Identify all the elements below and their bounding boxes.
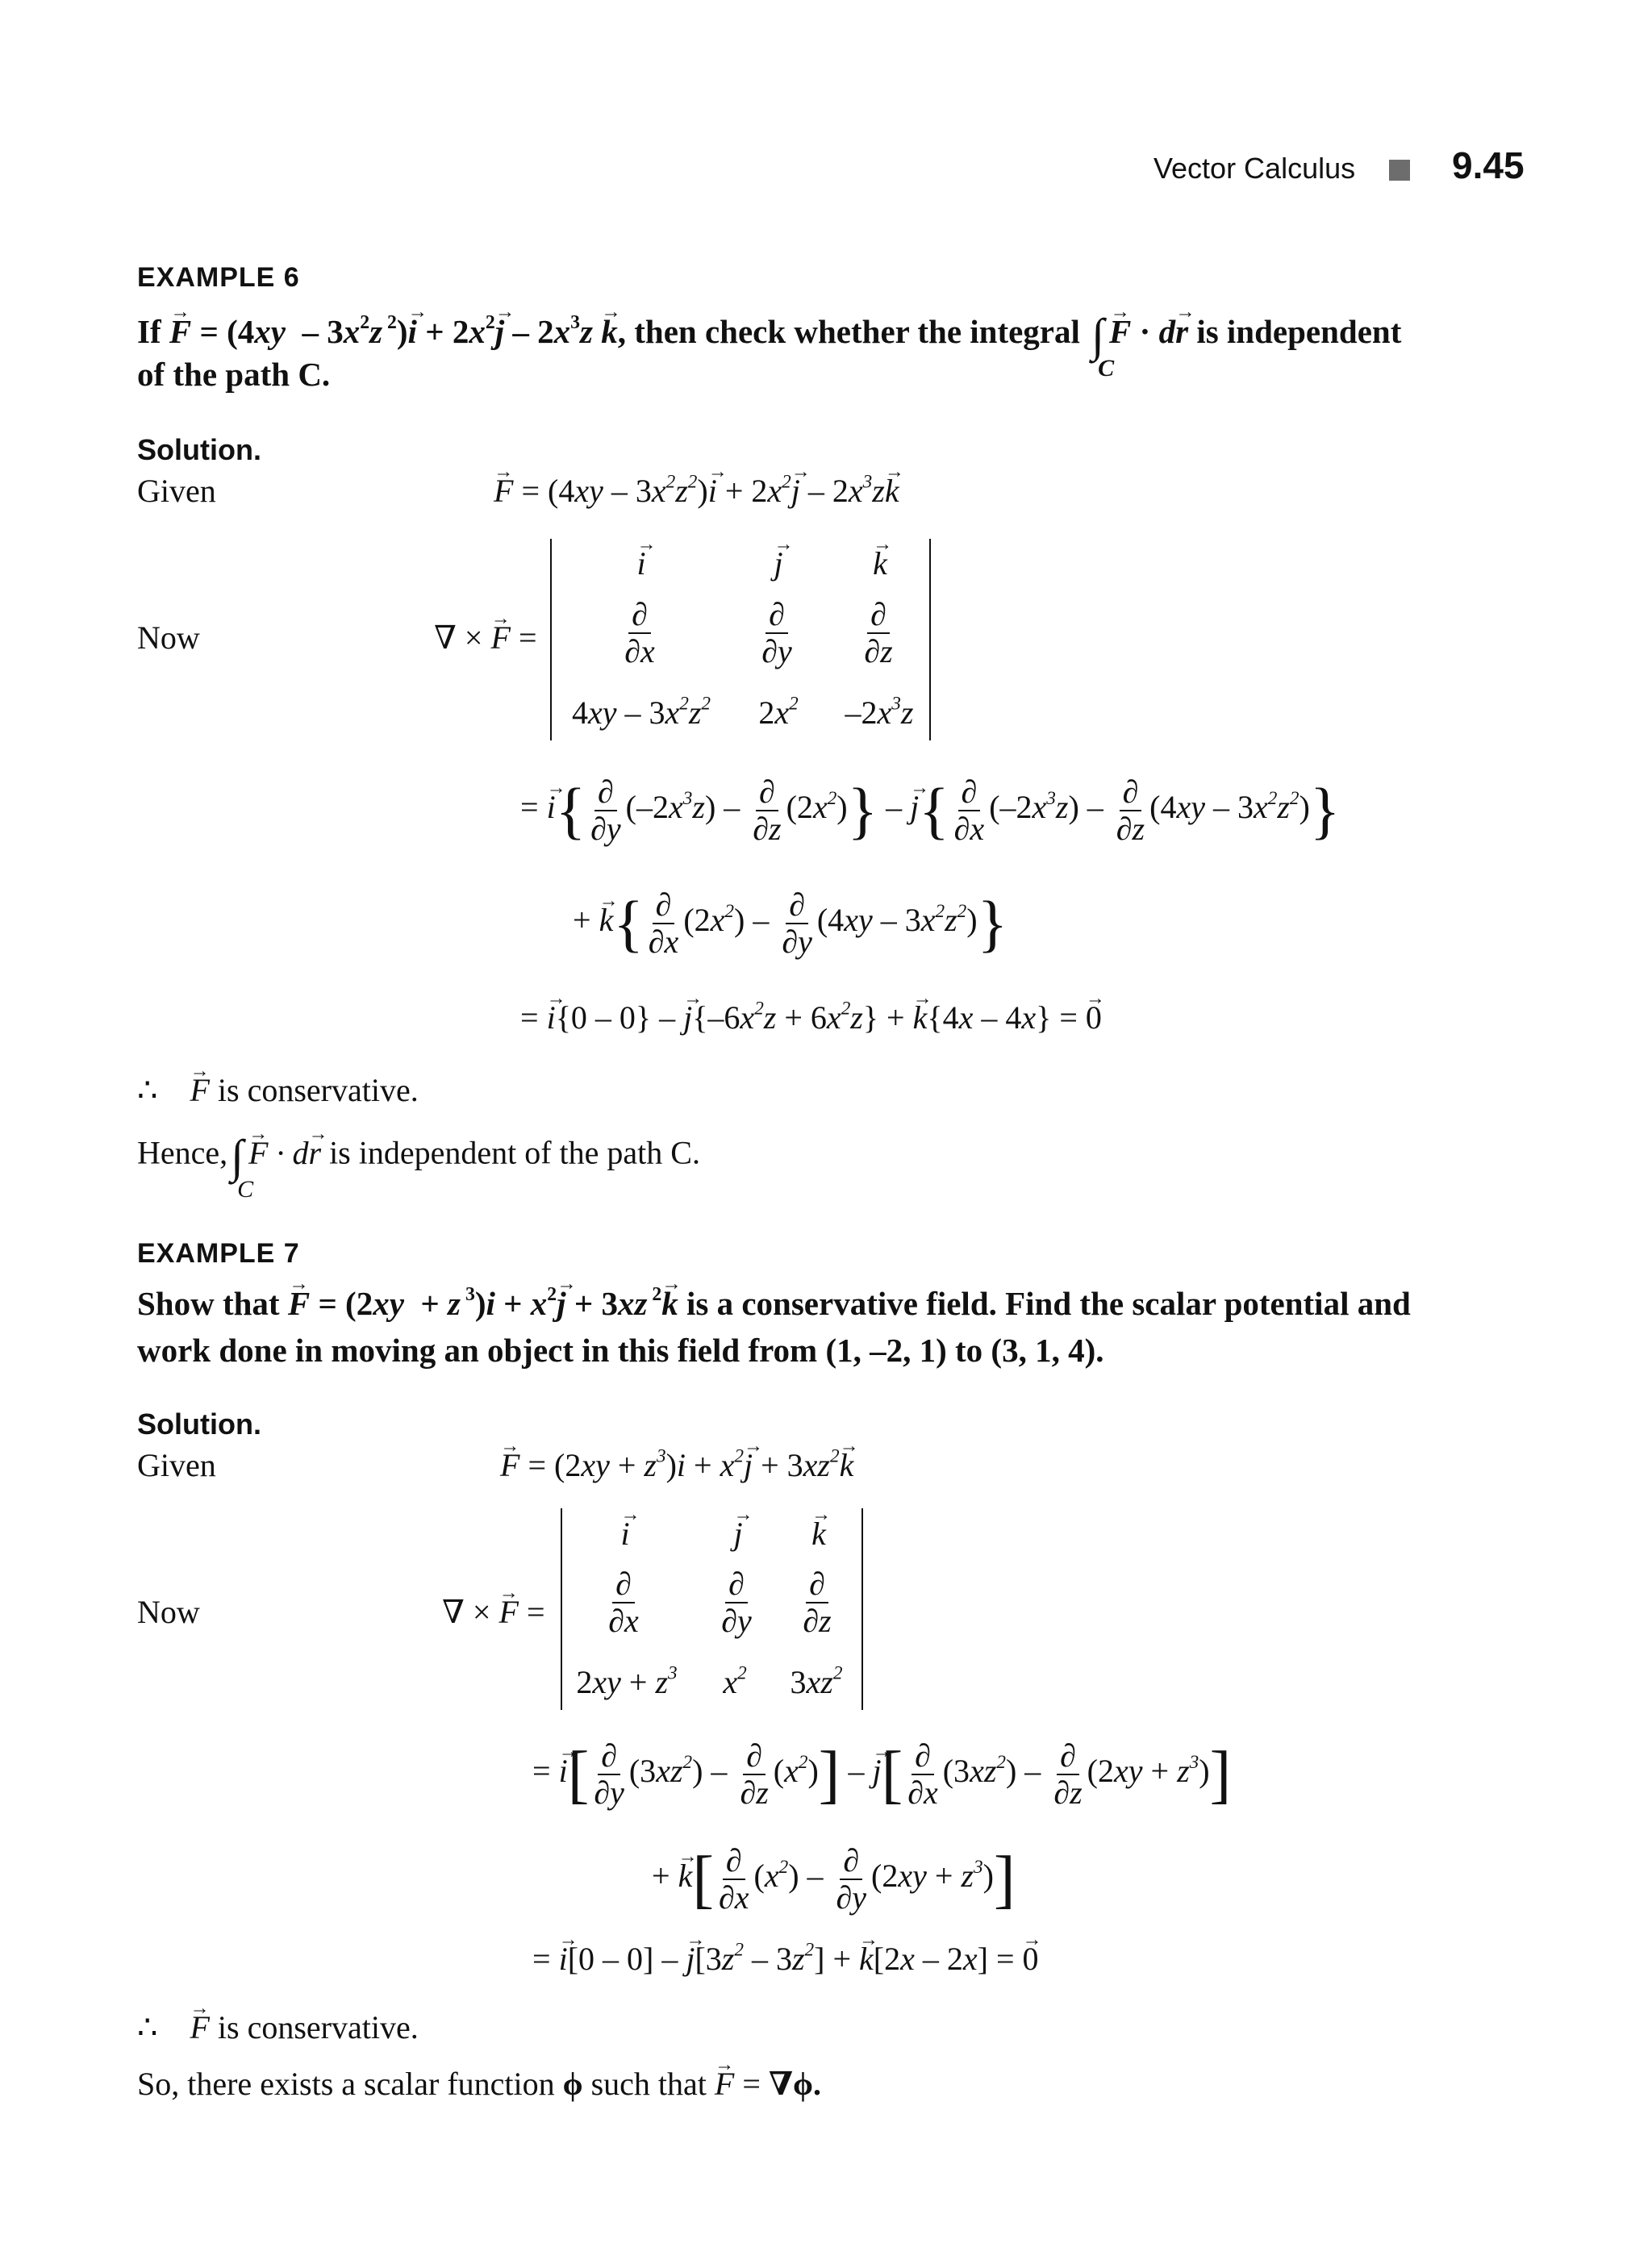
example-7-given-label: Given — [137, 1447, 216, 1483]
example-6-curl-expansion-line1: = → i{ $\frac{\partial}{\partial y}$ $(-2x^3z)$ – $\frac{\partial}{\partial z}$ $(2x^2)$} – → j{ $\frac{\partial}{\partial x}$ $(-2x^3z)$ – $\frac{\partial}{\partial z}$ $(4xy - 3x^2z^2)$} — [520, 774, 1340, 847]
integral-symbol: ∫ C — [1091, 309, 1115, 382]
running-head-title: Vector Calculus — [1153, 152, 1356, 185]
example-7-statement-line2: work done in moving an object in this field from (1, –2, 1) to (3, 1, 4). — [137, 1332, 1104, 1369]
det-d-dz: $\frac{\partial}{\partial z}$ — [864, 596, 893, 669]
statement-field-formula: → $F = (4xy - 3x^2z$ $^2)\to i + 2x^2\to j - 2x^3z \to k$ — [169, 313, 618, 350]
example-7-scalar-function: So, there exists a scalar function ϕ such that → F = ∇ϕ. — [137, 2065, 821, 2103]
determinant-left-bar — [550, 539, 552, 740]
header-square-icon — [1389, 160, 1410, 181]
example-7-now-label: Now — [137, 1594, 200, 1630]
det2-j: → j — [710, 1515, 766, 1553]
conclusion-text: is conservative. — [217, 1072, 419, 1108]
example-6-statement-line2: of the path C. — [137, 356, 331, 393]
example-7-curl-lhs: ∇ × → F = — [442, 1593, 545, 1631]
example-7-conclusion: ∴ → F is conservative. — [137, 2008, 419, 2046]
determinant-2-right-bar — [861, 1508, 863, 1710]
determinant-right-bar — [929, 539, 931, 740]
statement-mid: , then check whether the integral — [617, 312, 1080, 350]
example-7-curl-result: = → i[0 – 0] – → $j[3z^2 - 3z^2]$ + → k[2x – 2x] = → 0 — [532, 1940, 1039, 1978]
statement-end: is independent — [1196, 312, 1402, 350]
det2-d-dx: $\frac{\partial}{\partial x}$ — [608, 1566, 639, 1639]
statement-suffix-7: is a conservative field. Find the scalar potential and — [686, 1285, 1411, 1322]
determinant-2-left-bar — [561, 1508, 562, 1710]
example-6-given-label: Given — [137, 473, 216, 509]
integral-symbol-2: ∫ C — [231, 1130, 254, 1203]
det-i: → i — [613, 544, 670, 582]
scalar-text-mid: such that — [590, 2066, 707, 2102]
det-comp-1: $4xy - 3x^2z^2$ — [571, 693, 711, 731]
det2-k: → k — [791, 1515, 847, 1553]
det-comp-2: $2x^2$ — [758, 693, 799, 731]
example-6-hence: Hence,∫ C → F · d→ r is independent of the path C. — [137, 1129, 700, 1183]
example-7-curl-expansion-line1: = → i[ $\frac{\partial}{\partial y}$ $(3xz^2)$ – $\frac{\partial}{\partial z}$ $(x^2)$] – → j[ $\frac{\partial}{\partial x}$ $(3xz^2)$ – $\frac{\partial}{\partial z}$ $(2xy + z^3)$] — [532, 1738, 1231, 1811]
det-k: → k — [852, 544, 908, 582]
hence-prefix: Hence, — [137, 1134, 228, 1171]
det2-comp-2: $x^2$ — [723, 1662, 747, 1700]
det2-d-dz: $\frac{\partial}{\partial z}$ — [803, 1566, 832, 1639]
therefore-symbol-7: ∴ — [137, 2009, 158, 2045]
phi-symbol: ϕ — [562, 2066, 583, 2102]
statement-show-that: Show that — [137, 1285, 280, 1322]
example-6-curl-result: = → i{0 – 0} – → $j\{-6x^2z + 6x^2z\}$ + → k{4x – 4x} = → 0 — [520, 999, 1102, 1036]
nabla-phi: ∇ϕ. — [768, 2066, 821, 2102]
det2-d-dy: $\frac{\partial}{\partial y}$ — [721, 1566, 752, 1639]
det2-i: → i — [597, 1515, 653, 1553]
det-comp-3: $-2x^3z$ — [845, 693, 914, 731]
example-6-solution-heading: Solution. — [137, 433, 261, 466]
det-d-dy: $\frac{\partial}{\partial y}$ — [761, 596, 792, 669]
example-7-given-formula: → $F = (2xy + z^3)i + x^2\to j + 3xz^2\to k$ — [500, 1446, 853, 1484]
example-7-curl-expansion-line2: + → k[ $\frac{\partial}{\partial x}$ $(x^2)$ – $\frac{\partial}{\partial y}$ $(2xy + z^3)$] — [652, 1843, 1016, 1916]
example-6-curl-expansion-line2: + → k{ $\frac{\partial}{\partial x}$ $(2x^2)$ – $\frac{\partial}{\partial y}$ $(4xy - 3x^2z^2)$} — [573, 887, 1007, 960]
example-6-now-label: Now — [137, 619, 200, 656]
example-6-heading: EXAMPLE 6 — [137, 262, 300, 293]
example-7-solution-heading: Solution. — [137, 1407, 261, 1441]
hence-suffix: is independent of the path C. — [329, 1134, 700, 1171]
statement-if: If — [137, 312, 161, 350]
example-6-conclusion: ∴ → F is conservative. — [137, 1071, 419, 1109]
conclusion-text-7: is conservative. — [217, 2009, 419, 2045]
det2-comp-3: $3xz^2$ — [790, 1662, 843, 1700]
example-7-heading: EXAMPLE 7 — [137, 1238, 300, 1269]
therefore-symbol: ∴ — [137, 1072, 158, 1108]
det2-comp-1: $2xy + z^3$ — [576, 1662, 678, 1700]
example-6-given-formula: → $F = (4xy - 3x^2z^2)\to i + 2x^2\to j - 2x^3z\to k$ — [494, 472, 899, 510]
det-d-dx: $\frac{\partial}{\partial x}$ — [624, 596, 655, 669]
statement-field-formula-7: → F = (2xy + z $^3)i + x^2\to j + 3xz$ $^2$→ k — [288, 1285, 678, 1322]
page-number: 9.45 — [1452, 144, 1525, 186]
example-6-curl-lhs: ∇ × → F = — [434, 619, 537, 657]
example-7-statement-line1 — [137, 1284, 1411, 1323]
det-j: → j — [750, 544, 807, 582]
scalar-text-prefix: So, there exists a scalar function — [137, 2066, 555, 2102]
example-6-statement-line1: $If \to F = (4xy - 3x^2z$ $^2)\to i + 2x^2\to j - 2x^3z \to k$, then check whether the integral ∫ C → F · d→ r is independent — [137, 308, 1401, 362]
